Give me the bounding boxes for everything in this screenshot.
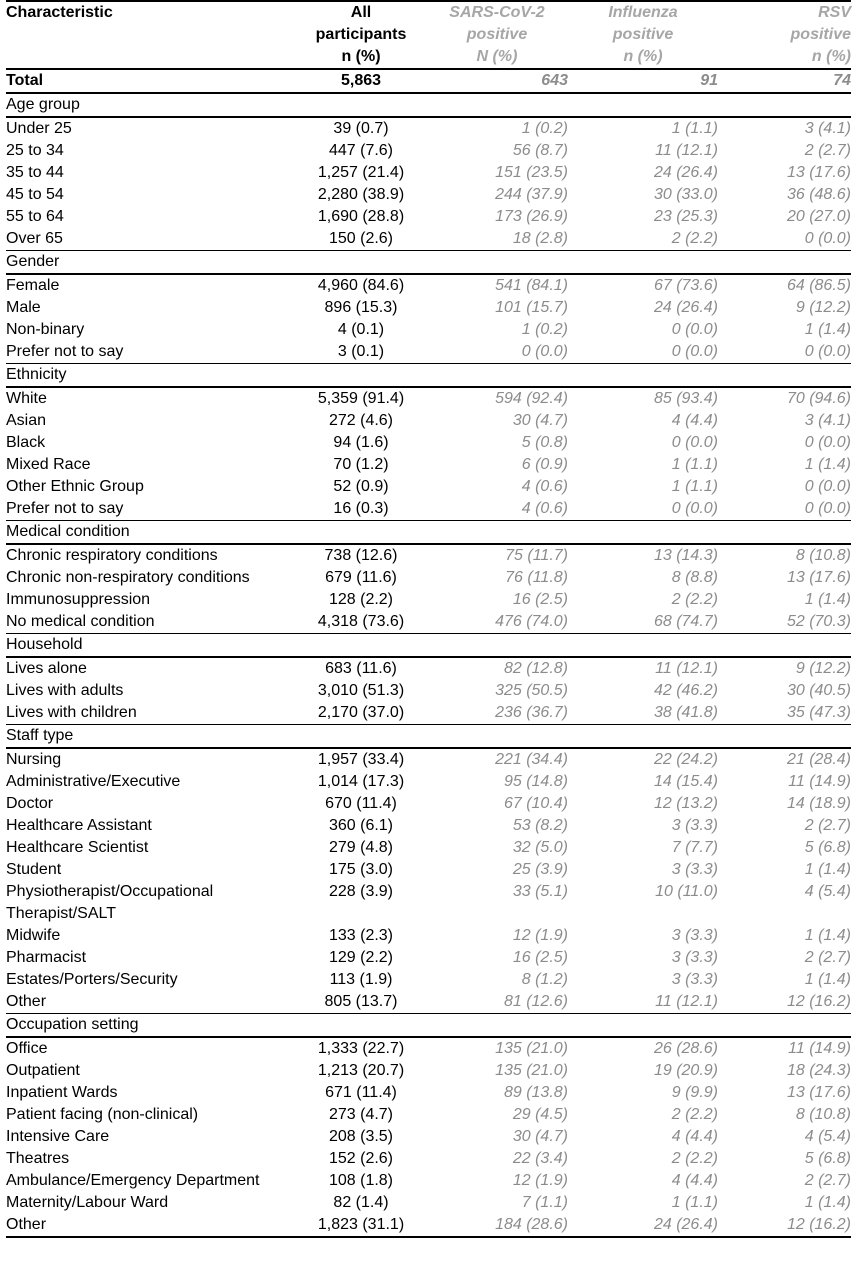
rsv-cell: 8 (10.8) (795, 547, 851, 564)
table-row (6, 1214, 851, 1237)
influenza-cell: 10 (11.0) (655, 883, 718, 900)
influenza-cell: 11 (12.1) (655, 660, 718, 677)
table-row (6, 1148, 851, 1170)
sars-cov-2-cell: 12 (1.9) (512, 1172, 568, 1189)
rsv-cell: 12 (16.2) (786, 993, 851, 1010)
influenza-cell: 3 (3.3) (671, 817, 718, 834)
influenza-cell: 22 (24.2) (653, 751, 718, 768)
table-row (6, 544, 851, 567)
total-flu: 91 (568, 69, 718, 93)
all-participants-cell: 150 (2.6) (328, 230, 394, 247)
row-label: Over 65 (6, 230, 63, 247)
row-label: Healthcare Scientist (6, 839, 149, 856)
all-participants-cell: 738 (12.6) (324, 547, 398, 564)
table-row (6, 969, 851, 991)
row-label: Maternity/Labour Ward (6, 1194, 169, 1211)
sars-cov-2-cell: 173 (26.9) (495, 208, 568, 225)
all-participants-cell: 2,280 (38.9) (317, 186, 405, 203)
all-participants-cell: 671 (11.4) (325, 1084, 397, 1101)
rsv-cell: 20 (27.0) (786, 208, 851, 225)
rsv-cell: 0 (0.0) (804, 343, 851, 360)
all-participants-cell: 272 (4.6) (328, 412, 394, 429)
sars-cov-2-cell: 151 (23.5) (495, 164, 568, 181)
sars-cov-2-cell: 101 (15.7) (495, 299, 568, 316)
sars-cov-2-cell: 244 (37.9) (495, 186, 568, 203)
row-label: Female (6, 277, 60, 294)
influenza-cell: 4 (4.4) (671, 412, 718, 429)
all-participants-cell: 94 (1.6) (333, 434, 389, 451)
influenza-cell: 9 (9.9) (671, 1084, 718, 1101)
rsv-cell: 2 (2.7) (804, 142, 851, 159)
sars-cov-2-cell: 82 (12.8) (503, 660, 568, 677)
all-participants-cell: 683 (11.6) (325, 660, 397, 677)
table-row (6, 567, 851, 589)
all-participants-cell: 39 (0.7) (333, 120, 389, 137)
sars-cov-2-cell: 7 (1.1) (521, 1194, 568, 1211)
sars-cov-2-cell: 95 (14.8) (503, 773, 568, 790)
influenza-cell: 3 (3.3) (671, 927, 718, 944)
influenza-cell: 19 (20.9) (653, 1062, 718, 1079)
rsv-cell: 3 (4.1) (804, 120, 851, 137)
all-participants-cell: 228 (3.9) (328, 883, 394, 900)
all-participants-cell: 3 (0.1) (337, 343, 385, 360)
rsv-cell: 2 (2.7) (804, 949, 851, 966)
row-label: White (6, 390, 47, 407)
sars-cov-2-cell: 4 (0.6) (521, 478, 568, 495)
sars-cov-2-cell: 594 (92.4) (495, 390, 568, 407)
sars-cov-2-cell: 16 (2.5) (512, 591, 568, 608)
row-label: Pharmacist (6, 949, 87, 966)
rsv-cell: 4 (5.4) (804, 883, 851, 900)
section-header-row (6, 634, 851, 658)
section-header-row (6, 93, 851, 117)
all-participants-cell: 5,359 (91.4) (317, 390, 405, 407)
total-rsv: 74 (718, 69, 851, 93)
total-sars: 643 (426, 69, 568, 93)
rsv-cell: 1 (1.4) (804, 321, 851, 338)
row-label: Black (6, 434, 46, 451)
rsv-cell: 35 (47.3) (786, 704, 851, 721)
row-label: Midwife (6, 927, 61, 944)
header-influenza-positive: Influenza positive n (%) (568, 1, 718, 69)
rsv-cell: 11 (14.9) (788, 773, 851, 790)
section-header-row (6, 364, 851, 388)
table-row (6, 793, 851, 815)
all-participants-cell: 3,010 (51.3) (317, 682, 405, 699)
rsv-cell: 2 (2.7) (804, 1172, 851, 1189)
rsv-cell: 36 (48.6) (786, 186, 851, 203)
sars-cov-2-cell: 30 (4.7) (512, 412, 568, 429)
section-title: Occupation setting (6, 1014, 851, 1038)
table-row (6, 184, 851, 206)
table-row (6, 1104, 851, 1126)
section-title: Staff type (6, 725, 851, 749)
table-row (6, 991, 851, 1014)
all-participants-cell: 1,213 (20.7) (317, 1062, 405, 1079)
sars-cov-2-cell: 18 (2.8) (512, 230, 568, 247)
influenza-cell: 3 (3.3) (671, 971, 718, 988)
influenza-cell: 4 (4.4) (671, 1128, 718, 1145)
all-participants-cell: 679 (11.6) (325, 569, 397, 586)
row-label: Prefer not to say (6, 500, 124, 517)
table-row (6, 771, 851, 793)
rsv-cell: 13 (17.6) (786, 164, 851, 181)
sars-cov-2-cell: 1 (0.2) (521, 321, 568, 338)
sars-cov-2-cell: 33 (5.1) (512, 883, 568, 900)
table-row (6, 162, 851, 184)
influenza-cell: 24 (26.4) (568, 1214, 718, 1237)
row-label: Chronic respiratory conditions (6, 547, 218, 564)
row-label: 35 to 44 (6, 164, 64, 181)
table-row (6, 297, 851, 319)
row-label: Ambulance/Emergency Department (6, 1172, 260, 1189)
all-participants-cell: 896 (15.3) (324, 299, 398, 316)
sars-cov-2-cell: 135 (21.0) (495, 1062, 568, 1079)
all-participants-cell: 1,257 (21.4) (317, 164, 405, 181)
influenza-cell: 2 (2.2) (671, 230, 718, 247)
table-row (6, 837, 851, 859)
all-participants-cell: 1,014 (17.3) (317, 773, 405, 790)
influenza-cell: 85 (93.4) (653, 390, 718, 407)
table-row (6, 611, 851, 634)
rsv-cell: 0 (0.0) (804, 500, 851, 517)
table-row (6, 1170, 851, 1192)
table-row (6, 387, 851, 410)
all-participants-cell: 70 (1.2) (333, 456, 389, 473)
all-participants-cell: 1,690 (28.8) (317, 208, 405, 225)
table-row (6, 432, 851, 454)
sars-cov-2-cell: 541 (84.1) (495, 277, 568, 294)
table-row (6, 815, 851, 837)
all-participants-cell: 133 (2.3) (328, 927, 394, 944)
row-label: Male (6, 299, 41, 316)
influenza-cell: 13 (14.3) (653, 547, 718, 564)
rsv-cell: 30 (40.5) (786, 682, 851, 699)
influenza-cell: 4 (4.4) (671, 1172, 718, 1189)
table-row (6, 117, 851, 140)
section-header-row (6, 521, 851, 545)
sars-cov-2-cell: 6 (0.9) (521, 456, 568, 473)
influenza-cell: 1 (1.1) (671, 120, 718, 137)
all-participants-cell: 1,823 (31.1) (296, 1214, 426, 1237)
rsv-cell: 52 (70.3) (786, 613, 851, 630)
table-row (6, 476, 851, 498)
influenza-cell: 0 (0.0) (671, 321, 718, 338)
rsv-cell: 1 (1.4) (804, 456, 851, 473)
rsv-cell: 1 (1.4) (804, 861, 851, 878)
rsv-cell: 0 (0.0) (804, 434, 851, 451)
section-title: Gender (6, 251, 851, 275)
all-participants-cell: 82 (1.4) (333, 1194, 389, 1211)
table-row (6, 341, 851, 364)
all-participants-cell: 273 (4.7) (328, 1106, 394, 1123)
row-label: 25 to 34 (6, 142, 64, 159)
influenza-cell: 38 (41.8) (653, 704, 718, 721)
section-header-row (6, 251, 851, 275)
all-participants-cell: 805 (13.7) (324, 993, 398, 1010)
influenza-cell: 12 (13.2) (653, 795, 718, 812)
influenza-cell: 24 (26.4) (653, 299, 718, 316)
row-label: Other (6, 1214, 296, 1237)
influenza-cell: 14 (15.4) (653, 773, 718, 790)
influenza-cell: 8 (8.8) (671, 569, 718, 586)
table-row (6, 274, 851, 297)
all-participants-cell: 447 (7.6) (328, 142, 394, 159)
influenza-cell: 30 (33.0) (653, 186, 718, 203)
rsv-cell: 13 (17.6) (786, 1084, 851, 1101)
sars-cov-2-cell: 56 (8.7) (512, 142, 568, 159)
table-row (6, 1192, 851, 1214)
influenza-cell: 0 (0.0) (671, 500, 718, 517)
sars-cov-2-cell: 16 (2.5) (512, 949, 568, 966)
all-participants-cell: 4,318 (73.6) (317, 613, 405, 630)
influenza-cell: 3 (3.3) (671, 949, 718, 966)
row-label: Student (6, 861, 62, 878)
sars-cov-2-cell: 476 (74.0) (495, 613, 568, 630)
rsv-cell: 21 (28.4) (786, 751, 851, 768)
all-participants-cell: 1,957 (33.4) (317, 751, 405, 768)
sars-cov-2-cell: 0 (0.0) (521, 343, 568, 360)
sars-cov-2-cell: 89 (13.8) (503, 1084, 568, 1101)
all-participants-cell: 2,170 (37.0) (317, 704, 405, 721)
all-participants-cell: 1,333 (22.7) (317, 1040, 405, 1057)
sars-cov-2-cell: 76 (11.8) (505, 569, 568, 586)
influenza-cell: 3 (3.3) (671, 861, 718, 878)
row-label: Under 25 (6, 120, 72, 137)
total-label: Total (6, 69, 296, 93)
table-row (6, 589, 851, 611)
row-label: Estates/Porters/Security (6, 971, 178, 988)
influenza-cell: 2 (2.2) (671, 1150, 718, 1167)
rsv-cell: 1 (1.4) (804, 1194, 851, 1211)
sars-cov-2-cell: 75 (11.7) (505, 547, 568, 564)
sars-cov-2-cell: 236 (36.7) (495, 704, 568, 721)
sars-cov-2-cell: 32 (5.0) (512, 839, 568, 856)
row-label: Healthcare Assistant (6, 817, 152, 834)
total-row (6, 69, 851, 93)
table-row (6, 410, 851, 432)
rsv-cell: 0 (0.0) (804, 478, 851, 495)
header-rsv-positive: RSV positive n (%) (718, 1, 851, 69)
table-row (6, 702, 851, 725)
influenza-cell: 26 (28.6) (653, 1040, 718, 1057)
rsv-cell: 64 (86.5) (786, 277, 851, 294)
influenza-cell: 7 (7.7) (671, 839, 718, 856)
row-label: Lives alone (6, 660, 87, 677)
row-label: No medical condition (6, 613, 155, 630)
table-row (6, 1126, 851, 1148)
row-label: Prefer not to say (6, 343, 124, 360)
table-row (6, 925, 851, 947)
rsv-cell: 9 (12.2) (795, 660, 851, 677)
table-row (6, 1037, 851, 1060)
rsv-cell: 5 (6.8) (804, 1150, 851, 1167)
row-label: Immunosuppression (6, 591, 151, 608)
rsv-cell: 1 (1.4) (804, 927, 851, 944)
all-participants-cell: 52 (0.9) (333, 478, 389, 495)
all-participants-cell: 113 (1.9) (329, 971, 393, 988)
row-label: Intensive Care (6, 1128, 110, 1145)
row-label: Nursing (6, 751, 62, 768)
header-sars-cov-2-positive: SARS-CoV-2 positive N (%) (426, 1, 568, 69)
row-label: Patient facing (non-clinical) (6, 1106, 199, 1123)
section-title: Age group (6, 93, 851, 117)
row-label: Non-binary (6, 321, 85, 338)
rsv-cell: 5 (6.8) (804, 839, 851, 856)
influenza-cell: 23 (25.3) (653, 208, 718, 225)
table-row (6, 319, 851, 341)
rsv-cell: 11 (14.9) (788, 1040, 851, 1057)
row-label: Other Ethnic Group (6, 478, 144, 495)
row-label: Office (6, 1040, 48, 1057)
rsv-cell: 9 (12.2) (795, 299, 851, 316)
header-row (6, 1, 851, 69)
sars-cov-2-cell: 81 (12.6) (503, 993, 568, 1010)
all-participants-cell: 108 (1.8) (328, 1172, 394, 1189)
influenza-cell: 11 (12.1) (655, 142, 718, 159)
rsv-cell: 4 (5.4) (804, 1128, 851, 1145)
sars-cov-2-cell: 184 (28.6) (426, 1214, 568, 1237)
row-label: Physiotherapist/Occupational Therapist/SALT (6, 883, 214, 922)
all-participants-cell: 670 (11.4) (325, 795, 397, 812)
all-participants-cell: 128 (2.2) (328, 591, 394, 608)
all-participants-cell: 175 (3.0) (328, 861, 394, 878)
rsv-cell: 3 (4.1) (804, 412, 851, 429)
rsv-cell: 2 (2.7) (804, 817, 851, 834)
table-row (6, 454, 851, 476)
section-title: Medical condition (6, 521, 851, 545)
row-label: Asian (6, 412, 47, 429)
table-row (6, 881, 851, 925)
table-row (6, 1060, 851, 1082)
table-row (6, 657, 851, 680)
influenza-cell: 0 (0.0) (671, 434, 718, 451)
row-label: 45 to 54 (6, 186, 64, 203)
row-label: Chronic non-respiratory conditions (6, 569, 250, 586)
row-label: Theatres (6, 1150, 70, 1167)
all-participants-cell: 152 (2.6) (328, 1150, 394, 1167)
section-header-row (6, 1014, 851, 1038)
sars-cov-2-cell: 5 (0.8) (521, 434, 568, 451)
table-row (6, 859, 851, 881)
section-header-row (6, 725, 851, 749)
rsv-cell: 18 (24.3) (786, 1062, 851, 1079)
table-row (6, 140, 851, 162)
influenza-cell: 1 (1.1) (671, 456, 718, 473)
influenza-cell: 42 (46.2) (653, 682, 718, 699)
influenza-cell: 2 (2.2) (671, 1106, 718, 1123)
row-label: Mixed Race (6, 456, 91, 473)
rsv-cell: 0 (0.0) (804, 230, 851, 247)
rsv-cell: 14 (18.9) (786, 795, 851, 812)
influenza-cell: 2 (2.2) (671, 591, 718, 608)
influenza-cell: 24 (26.4) (653, 164, 718, 181)
influenza-cell: 1 (1.1) (671, 478, 718, 495)
all-participants-cell: 129 (2.2) (328, 949, 394, 966)
all-participants-cell: 360 (6.1) (328, 817, 394, 834)
sars-cov-2-cell: 30 (4.7) (512, 1128, 568, 1145)
sars-cov-2-cell: 53 (8.2) (512, 817, 568, 834)
influenza-cell: 67 (73.6) (653, 277, 718, 294)
row-label: Lives with adults (6, 682, 124, 699)
influenza-cell: 0 (0.0) (671, 343, 718, 360)
table-row (6, 947, 851, 969)
header-all-participants: All participants n (%) (296, 1, 426, 69)
section-title: Household (6, 634, 851, 658)
all-participants-cell: 279 (4.8) (328, 839, 394, 856)
sars-cov-2-cell: 25 (3.9) (512, 861, 568, 878)
rsv-cell: 1 (1.4) (804, 591, 851, 608)
table-row (6, 748, 851, 771)
total-all: 5,863 (296, 69, 426, 93)
sars-cov-2-cell: 22 (3.4) (512, 1150, 568, 1167)
row-label: Lives with children (6, 704, 137, 721)
all-participants-cell: 16 (0.3) (333, 500, 389, 517)
all-participants-cell: 208 (3.5) (328, 1128, 394, 1145)
rsv-cell: 70 (94.6) (786, 390, 851, 407)
sars-cov-2-cell: 4 (0.6) (521, 500, 568, 517)
sars-cov-2-cell: 12 (1.9) (512, 927, 568, 944)
row-label: Outpatient (6, 1062, 80, 1079)
influenza-cell: 11 (12.1) (655, 993, 718, 1010)
influenza-cell: 1 (1.1) (671, 1194, 718, 1211)
sars-cov-2-cell: 221 (34.4) (495, 751, 568, 768)
row-label: Inpatient Wards (6, 1084, 118, 1101)
table-row (6, 228, 851, 251)
rsv-cell: 12 (16.2) (718, 1214, 851, 1237)
all-participants-cell: 4,960 (84.6) (317, 277, 405, 294)
rsv-cell: 1 (1.4) (804, 971, 851, 988)
sars-cov-2-cell: 325 (50.5) (495, 682, 568, 699)
rsv-cell: 13 (17.6) (786, 569, 851, 586)
sars-cov-2-cell: 67 (10.4) (503, 795, 568, 812)
characteristics-table (6, 0, 851, 1238)
section-title: Ethnicity (6, 364, 851, 388)
table-row (6, 206, 851, 228)
sars-cov-2-cell: 1 (0.2) (521, 120, 568, 137)
sars-cov-2-cell: 29 (4.5) (512, 1106, 568, 1123)
table-row (6, 498, 851, 521)
table-row (6, 680, 851, 702)
table-row (6, 1082, 851, 1104)
row-label: Other (6, 993, 47, 1010)
row-label: Administrative/Executive (6, 773, 181, 790)
sars-cov-2-cell: 8 (1.2) (521, 971, 568, 988)
row-label: 55 to 64 (6, 208, 64, 225)
sars-cov-2-cell: 135 (21.0) (495, 1040, 568, 1057)
influenza-cell: 68 (74.7) (653, 613, 718, 630)
rsv-cell: 8 (10.8) (795, 1106, 851, 1123)
row-label: Doctor (6, 795, 54, 812)
header-characteristic: Characteristic (6, 1, 296, 69)
all-participants-cell: 4 (0.1) (337, 321, 385, 338)
